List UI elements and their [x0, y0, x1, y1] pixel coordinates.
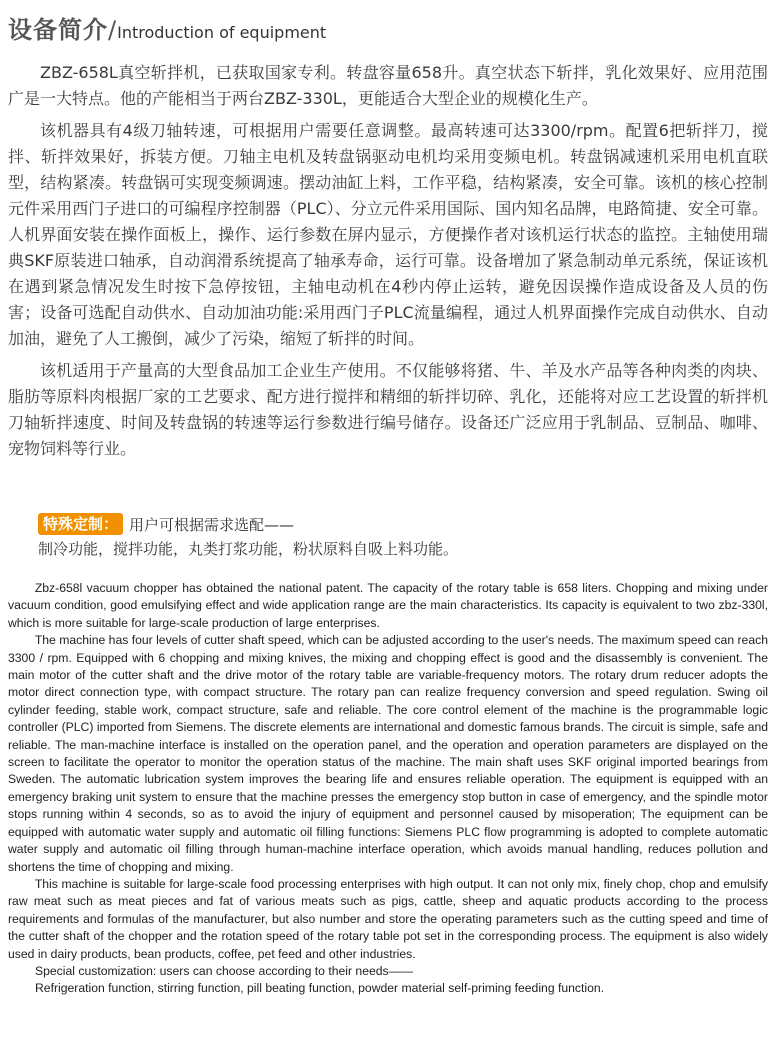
special-functions: 制冷功能，搅拌功能，丸类打浆功能，粉状原料自吸上料功能。	[38, 540, 459, 558]
title-english: Introduction of equipment	[117, 23, 327, 42]
en-paragraph-1: Zbz-658l vacuum chopper has obtained the national patent. The capacity of the rotary table is 658 liters. Chopping and mixing under vacuum condition, good emulsifying effect and wide application range are the main characteristics. Its capacity is equivalent to two zbz-330l, which is more suitable for large-scale production of large enterprises.	[8, 581, 768, 630]
section-header	[8, 10, 326, 42]
title-chinese: 设备简介	[8, 16, 108, 44]
chinese-description	[8, 60, 768, 468]
special-customization	[38, 512, 758, 560]
en-special-customization: Special customization: users can choose according to their needs——	[35, 963, 414, 978]
en-paragraph-3: This machine is suitable for large-scale food processing enterprises with high output. It can not only mix, finely chop, chop and emulsify raw meat such as meat pieces and fat of various meats such as pigs, cattle, sheep and aquatic products according to the process requirements and formulas of the manufacturer, but also number and store the operating parameters such as the cutting speed and time of the cutter shaft of the chopper and the rotation speed of the rotary table pot set in the corresponding process. The equipment is also widely used in dairy products, bean products, coffee, pet feed and other industries.	[8, 876, 768, 961]
cn-paragraph-2: 该机器具有4级刀轴转速，可根据用户需要任意调整。最高转速可达3300/rpm。配置6把斩拌刀，搅拌、斩拌效果好，拆装方便。刀轴主电机及转盘锅驱动电机均采用变频电机。转盘锅减速机采用电机直联型，结构紧凑。转盘锅可实现变频调速。摆动油缸上料，工作平稳，结构紧凑，安全可靠。该机的核心控制元件采用西门子进口的可编程序控制器（PLC）、分立元件采用国际、国内知名品牌，电路简捷、安全可靠。人机界面安装在操作面板上，操作、运行参数在屏内显示，方便操作者对该机运行状态的监控。主轴使用瑞典SKF原装进口轴承，自动润滑系统提高了轴承寿命，运行可靠。设备增加了紧急制动单元系统，保证该机在遇到紧急情况发生时按下急停按钮，主轴电动机在4秒内停止运转，避免因误操作造成设备及人员的伤害；设备可选配自动供水、自动加油功能:采用西门子PLC流量编程，通过人机界面操作完成自动供水、自动加油，避免了人工搬倒，减少了污染，缩短了斩拌的时间。	[8, 121, 768, 348]
en-special-functions: Refrigeration function, stirring function, pill beating function, powder material self-priming feeding function.	[35, 981, 605, 996]
en-paragraph-2: The machine has four levels of cutter shaft speed, which can be adjusted according to the user's needs. The maximum speed can reach 3300 / rpm. Equipped with 6 chopping and mixing knives, the mixing and chopping effect is good and the disassembly is convenient. The main motor of the cutter shaft and the drive motor of the rotary table are variable-frequency motors. The rotary drum reducer adopts the motor direct connection type, with compact structure. The rotary pan can realize frequency conversion and speed regulation. Swing oil cylinder feeding, stable work, compact structure, safe and reliable. The core control element of the machine is the programmable logic controller (PLC) imported from Siemens. The discrete elements are international and domestic famous brands. The circuit is simple, safe and reliable. The man-machine interface is installed on the operation panel, and the operation and operation parameters are displayed on the screen to facilitate the operator to monitor the operation status of the machine. The main shaft uses SKF original imported bearings from Sweden. The automatic lubrication system improves the bearing life and ensures reliable operation. The equipment is equipped with an emergency braking unit system to ensure that the machine presses the emergency stop button in case of emergency, and the spindle motor stops running within 4 seconds, so as to avoid the injury of equipment and personnel caused by misoperation; The equipment can be equipped with automatic water supply and automatic oil filling functions: Siemens PLC flow programming is adopted to complete automatic water supply and automatic oil filling through human-machine interface operation, which avoids manual handling, reduces pollution and shortens the time of chopping and mixing.	[8, 633, 768, 874]
special-customization-desc: 用户可根据需求选配——	[129, 515, 295, 534]
cn-paragraph-1: ZBZ-658L真空斩拌机，已获取国家专利。转盘容量658升。真空状态下斩拌，乳化效果好、应用范围广是一大特点。他的产能相当于两台ZBZ-330L，更能适合大型企业的规模化生产。	[8, 63, 768, 108]
english-description	[8, 580, 768, 998]
title-slash: /	[108, 16, 117, 44]
cn-paragraph-3: 该机适用于产量高的大型食品加工企业生产使用。不仅能够将猪、牛、羊及水产品等各种肉类的肉块、脂肪等原料肉根据厂家的工艺要求、配方进行搅拌和精细的斩拌切碎、乳化，还能将对应工艺设置的斩拌机刀轴斩拌速度、时间及转盘锅的转速等运行参数进行编号储存。设备还广泛应用于乳制品、豆制品、咖啡、宠物饲料等行业。	[8, 361, 768, 458]
special-customization-line	[38, 512, 758, 536]
special-customization-badge: 特殊定制：	[38, 513, 123, 535]
